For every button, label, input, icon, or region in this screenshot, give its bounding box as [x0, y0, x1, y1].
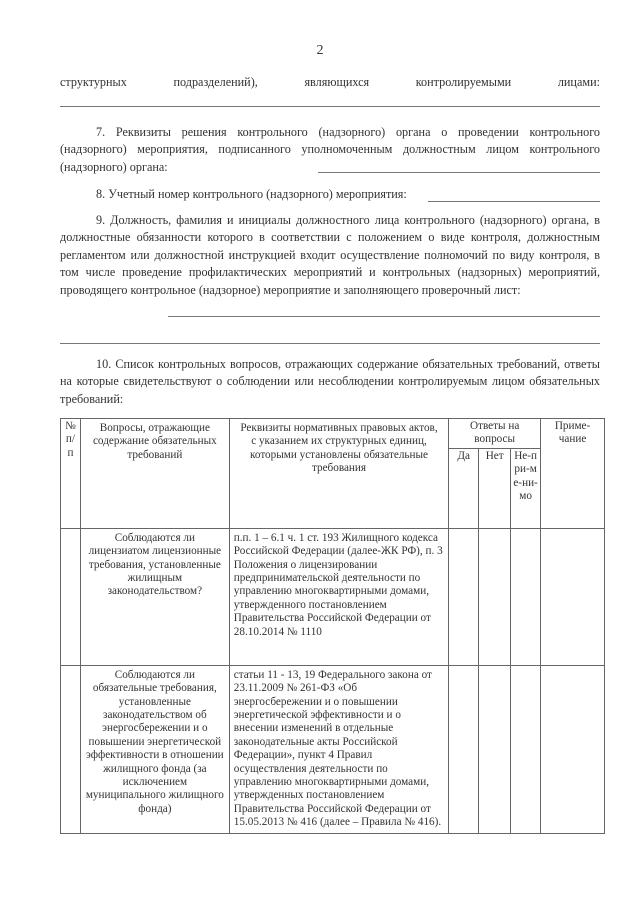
answer-no-cell[interactable] [479, 665, 511, 833]
table-header-row [61, 419, 605, 449]
fill-line-6 [60, 106, 600, 107]
header-number: № п/п [61, 419, 81, 529]
header-answers: Ответы на вопросы [449, 419, 541, 449]
table-row [61, 665, 605, 833]
header-yes: Да [449, 448, 479, 528]
header-not-applicable: Не-при-ме-ни-мо [511, 448, 541, 528]
note-cell[interactable] [541, 528, 605, 665]
fill-line-8 [428, 201, 600, 202]
header-no: Нет [479, 448, 511, 528]
answer-not-applicable-cell[interactable] [511, 528, 541, 665]
fill-line-7 [318, 172, 600, 173]
row-requisites: п.п. 1 – 6.1 ч. 1 ст. 193 Жилищного кодекса Российской Федерации (далее-ЖК РФ), п. 3 Положения о лицензировании предпринимательской деятельности по управлению многоквартирными домами, утвержденного постановлением Правительства Российской Федерации от 28.10.2014 № 1110 [229, 528, 449, 665]
header-requisites: Реквизиты нормативных правовых актов, с указанием их структурных единиц, которыми установлены обязательные требования [229, 419, 449, 529]
answer-not-applicable-cell[interactable] [511, 665, 541, 833]
row-requisites: статьи 11 - 13, 19 Федерального закона от 23.11.2009 № 261-ФЗ «Об энергосбережении и о повышении энергетической эффективности и о внесении изменений в отдельные законодательные акты Российской Федерации», пункт 4 Правил осуществления деятельности по управлению многоквартирными домами, утвержденных постановлением Правительства Российской Федерации от 15.05.2013 № 416 (далее – Правила № 416). [229, 665, 449, 833]
paragraph-6-continuation: структурных подразделений), являющихся контролируемыми лицами: [60, 75, 600, 89]
row-question: Соблюдаются ли обязательные требования, установленные законодательством об энергосбережении и о повышении энергетической эффективности в отношении жилищного фонда (за исключением муниципального жилищного фонда) [80, 665, 229, 833]
paragraph-7: 7. Реквизиты решения контрольного (надзорного) органа о проведении контрольного (надзорного) мероприятия, подписанного уполномоченным должностным лицом контрольного (надзорного) органа: [60, 125, 600, 174]
fill-line-9b [60, 343, 600, 344]
page-number: 2 [316, 43, 324, 58]
header-note: Приме-чание [541, 419, 605, 529]
answer-no-cell[interactable] [479, 528, 511, 665]
checklist-table [60, 418, 605, 834]
paragraph-8: 8. Учетный номер контрольного (надзорного) мероприятия: [96, 187, 407, 201]
row-question: Соблюдаются ли лицензиатом лицензионные требования, установленные жилищным законодательством? [80, 528, 229, 665]
fill-line-9a [168, 316, 600, 317]
paragraph-10: 10. Список контрольных вопросов, отражающих содержание обязательных требований, ответы на которые свидетельствуют о соблюдении или несоблюдении контролируемым лицом обязательных требований: [60, 357, 600, 406]
table-row [61, 528, 605, 665]
note-cell[interactable] [541, 665, 605, 833]
row-number [61, 528, 81, 665]
header-questions: Вопросы, отражающие содержание обязательных требований [80, 419, 229, 529]
answer-yes-cell[interactable] [449, 665, 479, 833]
answer-yes-cell[interactable] [449, 528, 479, 665]
paragraph-9: 9. Должность, фамилия и инициалы должностного лица контрольного (надзорного) органа, в должностные обязанности которого в соответствии с положением о виде контроля, должностным регламентом или должностной инструкцией входит осуществление полномочий по виду контроля, в том числе проведение профилактических мероприятий и контрольных (надзорных) мероприятий, проводящего контрольное (надзорное) мероприятие и заполняющего проверочный лист: [60, 213, 600, 297]
row-number [61, 665, 81, 833]
